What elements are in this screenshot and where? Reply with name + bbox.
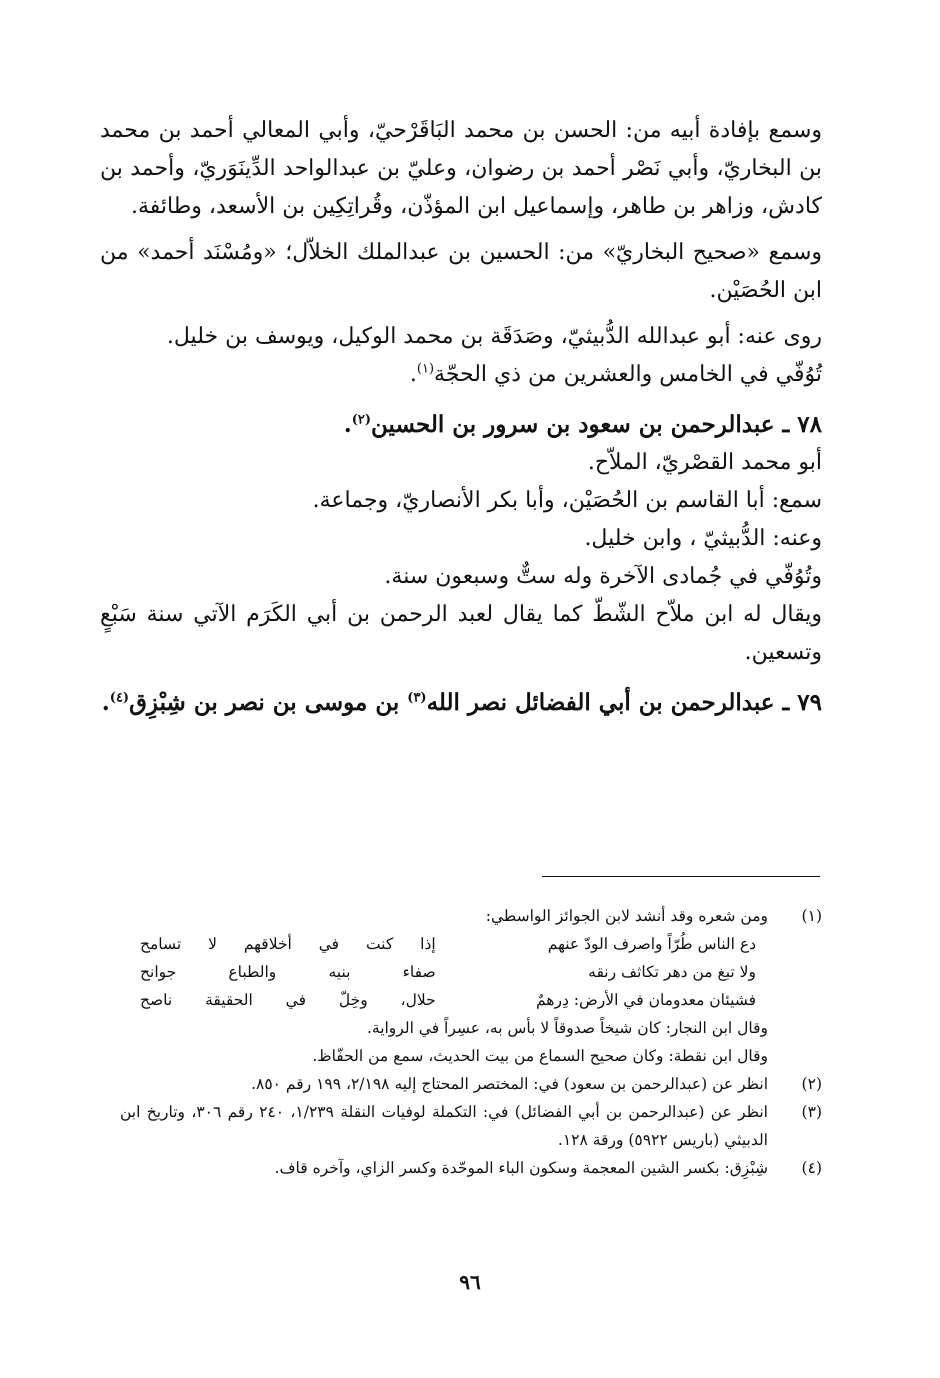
footnote-3-number: (٣) (801, 1103, 822, 1121)
poem-verse (120, 930, 768, 958)
verse-second-hemistich: إذا كنت في أخلاقهم لا تسامح (140, 935, 436, 953)
paragraph-death-date (100, 356, 822, 394)
footnote-3-body: انظر عن (عبدالرحمن بن أبي الفضائل) في: التكملة لوفيات النقلة ١/٢٣٩، ٢٤٠ رقم ٣٠٦، وتاريخ ابن الدبيثي (باريس ٥٩٢٢) ورقة ١٢٨. (120, 1103, 768, 1149)
death-date-text: تُوُفّي في الخامس والعشرين من ذي الحجّة (434, 362, 822, 387)
verse-first-hemistich: دع الناس طُرّاً واصرف الودّ عنهم (547, 935, 756, 953)
verse-first-hemistich: ولا تبغ من دهر تكاثف رنقه (588, 963, 756, 981)
footnote-1-body (120, 902, 768, 1070)
entry-78-end: . (343, 411, 352, 438)
footnote-2-body: انظر عن (عبدالرحمن بن سعود) في: المختصر المحتاج إليه ٢/١٩٨، ١٩٩ رقم ٨٥٠. (251, 1075, 768, 1093)
footnote-ref-4[interactable]: (٤) (109, 690, 130, 706)
footnote-ref-3[interactable]: (٣) (407, 690, 427, 706)
verse-second-hemistich: حلال، وخِلّ في الحقيقة ناصح (140, 991, 436, 1009)
entry-78-heading (100, 406, 822, 444)
footnote-4 (120, 1154, 822, 1182)
footnote-1-number: (١) (801, 907, 822, 925)
entry-78-death: وتُوُفّي في جُمادى الآخرة وله ستٌّ وسبعون سنة. (384, 564, 822, 589)
footnotes-section (120, 902, 822, 1182)
entry-79-title-a: ٧٩ ـ عبدالرحمن بن أبي الفضائل نصر الله (426, 689, 822, 716)
footnote-1-intro: ومن شعره وقد أنشد لابن الجوائز الواسطي: (485, 907, 768, 925)
entry-78-kunya: أبو محمد القصْريّ، الملاّح. (587, 450, 822, 475)
footnote-1 (120, 902, 822, 1070)
verse-second-hemistich: صفاء بنيه والطباع جوانح (140, 963, 436, 981)
footnote-4-body: شِبْزِق: بكسر الشين المعجمة وسكون الباء الموحّدة وكسر الزاي، وآخره قاف. (274, 1159, 768, 1177)
footnote-1-ibn-nuqta: وقال ابن نقطة: وكان صحيح السماع من بيت الحديث، سمع من الحفّاظ. (312, 1047, 768, 1065)
entry-78-narrators: وعنه: الدُّبيثيّ ، وابن خليل. (584, 526, 822, 551)
entry-78-title: ٧٨ ـ عبدالرحمن بن سعود بن سرور بن الحسين (371, 411, 822, 438)
footnote-1-ibn-najjar: وقال ابن النجار: كان شيخاً صدوقاً لا بأس به، عسِراً في الرواية. (366, 1019, 768, 1037)
death-date-end: . (409, 362, 417, 387)
poem-verse (120, 986, 768, 1014)
footnote-ref-2[interactable]: (٢) (351, 412, 372, 428)
verse-first-hemistich: فشيئان معدومان في الأرض: دِرهمٌ (535, 991, 756, 1009)
paragraph-heard-from-father: وسمع بإفادة أبيه من: الحسن بن محمد البَاقَرْحيّ، وأبي المعالي أحمد بن محمد بن البخاريّ، وأبي نَصْر أحمد بن رضوان، وعليّ بن عبدالواحد الدِّينَوَريّ، وأحمد بن كادش، وزاهر بن طاهر، وإسماعيل ابن المؤذّن، وقُراتِكِين بن الأسعد، وطائفة. (100, 118, 822, 219)
footnote-4-number: (٤) (801, 1159, 822, 1177)
page-number: ٩٦ (459, 1270, 481, 1294)
footnote-ref-1[interactable]: (١) (416, 361, 435, 377)
entry-79-heading (100, 684, 822, 722)
entry-78-heard: سمع: أبا القاسم بن الحُصَيْن، وأبا بكر الأنصاريّ، وجماعة. (312, 488, 822, 513)
main-text (100, 112, 822, 722)
footnote-divider (542, 876, 820, 877)
footnote-3 (120, 1098, 822, 1154)
poem-verse (120, 958, 768, 986)
footnote-2-number: (٢) (801, 1075, 822, 1093)
footnote-2 (120, 1070, 822, 1098)
entry-79-end: . (101, 689, 110, 716)
entry-79-title-b: بن موسى بن نصر بن شِبْزِق (129, 689, 408, 716)
entry-78-nickname: ويقال له ابن ملاّح الشّطّ كما يقال لعبد الرحمن بن أبي الكَرَم الآتي سنة سَبْعٍ وتسعين. (100, 602, 822, 665)
paragraph-narrated-from-him: روى عنه: أبو عبدالله الدُّبيثيّ، وصَدَقَة بن محمد الوكيل، ويوسف بن خليل. (166, 324, 822, 349)
paragraph-sahih-bukhari: وسمع «صحيح البخاريّ» من: الحسين بن عبدالملك الخلاّل؛ «ومُسْنَد أحمد» من ابن الحُصَيْن. (100, 240, 822, 303)
